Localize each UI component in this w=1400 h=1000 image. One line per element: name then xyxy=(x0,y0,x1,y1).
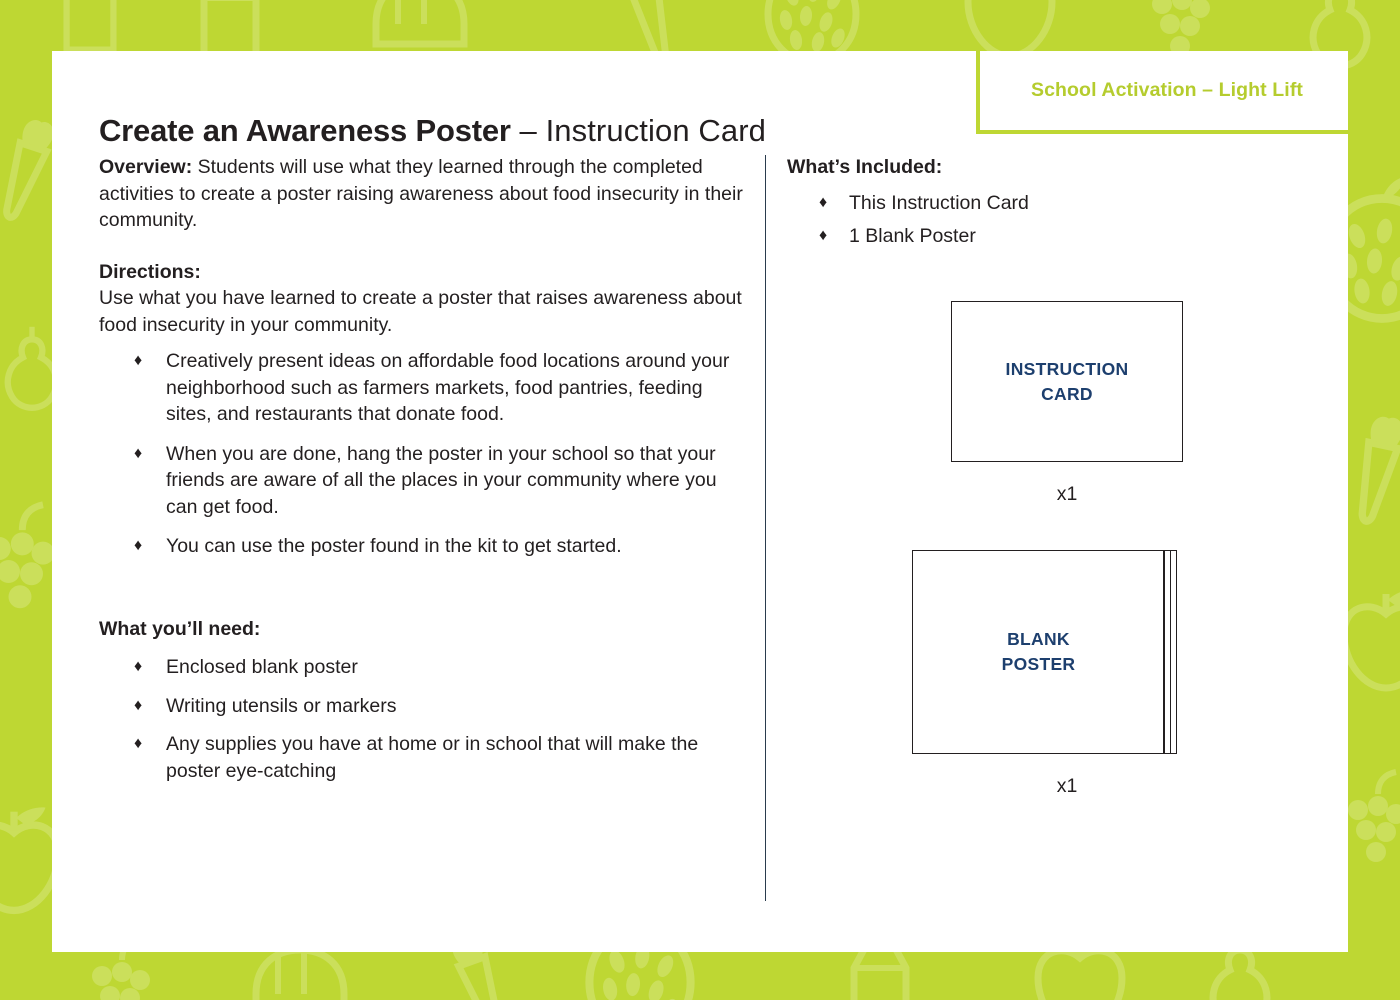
what-you-need-bullet-list xyxy=(99,654,749,784)
instruction-card-graphic-label xyxy=(1006,357,1129,407)
overview-label: Overview: xyxy=(99,156,193,178)
left-column xyxy=(99,154,749,784)
bullet-icon: ♦ xyxy=(134,696,143,714)
column-divider xyxy=(765,155,766,901)
list-item xyxy=(99,441,749,521)
product-graphics xyxy=(787,301,1347,798)
poster-roll-top-edge xyxy=(1163,550,1177,551)
instruction-card-label-line1: INSTRUCTION xyxy=(1005,358,1129,379)
poster-roll-line xyxy=(1170,550,1171,754)
instruction-card-graphic xyxy=(951,301,1183,462)
instruction-card-page xyxy=(52,51,1348,952)
activation-type-badge xyxy=(976,51,1348,134)
list-item-text: Creatively present ideas on affordable food locations around your neighborhood such as farmers markets, food pantries, feeding sites, and restaurants that donate food. xyxy=(166,350,730,425)
poster-roll-line xyxy=(1176,550,1177,754)
blank-poster-quantity: x1 xyxy=(1056,775,1078,797)
list-item xyxy=(787,223,1327,250)
whats-included-heading: What’s Included: xyxy=(787,156,943,178)
overview-paragraph xyxy=(99,154,749,234)
bullet-icon: ♦ xyxy=(819,227,828,244)
list-item-text: 1 Blank Poster xyxy=(849,225,976,247)
bullet-icon: ♦ xyxy=(134,735,143,752)
directions-bullet-list xyxy=(99,348,749,560)
page-title-light: – Instruction Card xyxy=(510,112,766,148)
page-title-strong: Create an Awareness Poster xyxy=(99,112,511,148)
list-item-text: Enclosed blank poster xyxy=(166,656,358,678)
bullet-icon: ♦ xyxy=(134,352,143,369)
list-item xyxy=(99,533,749,560)
list-item-text: When you are done, hang the poster in your school so that your friends are aware of all the places in your community where you can get food. xyxy=(166,442,717,518)
poster-roll-line xyxy=(1163,550,1164,754)
whats-included-bullet-list xyxy=(787,190,1327,250)
bullet-icon: ♦ xyxy=(134,537,143,554)
what-you-need-heading: What you’ll need: xyxy=(99,617,261,640)
activation-type-label: School Activation – Light Lift xyxy=(1030,79,1304,101)
blank-poster-label-line2: POSTER xyxy=(1001,654,1076,674)
list-item xyxy=(99,731,749,784)
blank-poster-face xyxy=(912,550,1165,754)
directions-heading: Directions: xyxy=(99,260,201,283)
bullet-icon: ♦ xyxy=(134,444,143,462)
overview-text: Students will use what they learned through the completed activities to create a poster raising awareness about food insecurity in their community. xyxy=(99,156,743,231)
blank-poster-label-line1: BLANK xyxy=(1007,629,1070,649)
list-item xyxy=(99,348,749,428)
page-title xyxy=(99,112,766,149)
instruction-card-product xyxy=(787,301,1347,506)
directions-intro: Use what you have learned to create a poster that raises awareness about food insecurity in your community. xyxy=(99,287,742,336)
blank-poster-graphic xyxy=(912,550,1222,754)
blank-poster-product xyxy=(787,550,1347,798)
list-item xyxy=(99,654,749,681)
bullet-icon: ♦ xyxy=(134,658,143,675)
list-item-text: Writing utensils or markers xyxy=(166,694,397,717)
bullet-icon: ♦ xyxy=(819,193,828,211)
blank-poster-graphic-label xyxy=(1002,627,1076,677)
poster-roll-bottom-edge xyxy=(1163,753,1177,754)
list-item-text: Any supplies you have at home or in school that will make the poster eye-catching xyxy=(166,733,699,782)
list-item-text: This Instruction Card xyxy=(849,191,1029,214)
list-item xyxy=(787,190,1327,217)
right-column xyxy=(787,154,1327,250)
instruction-card-label-line2: CARD xyxy=(1041,383,1093,404)
list-item-text: You can use the poster found in the kit to get started. xyxy=(166,535,622,557)
list-item xyxy=(99,693,749,720)
instruction-card-quantity: x1 xyxy=(1056,483,1078,505)
